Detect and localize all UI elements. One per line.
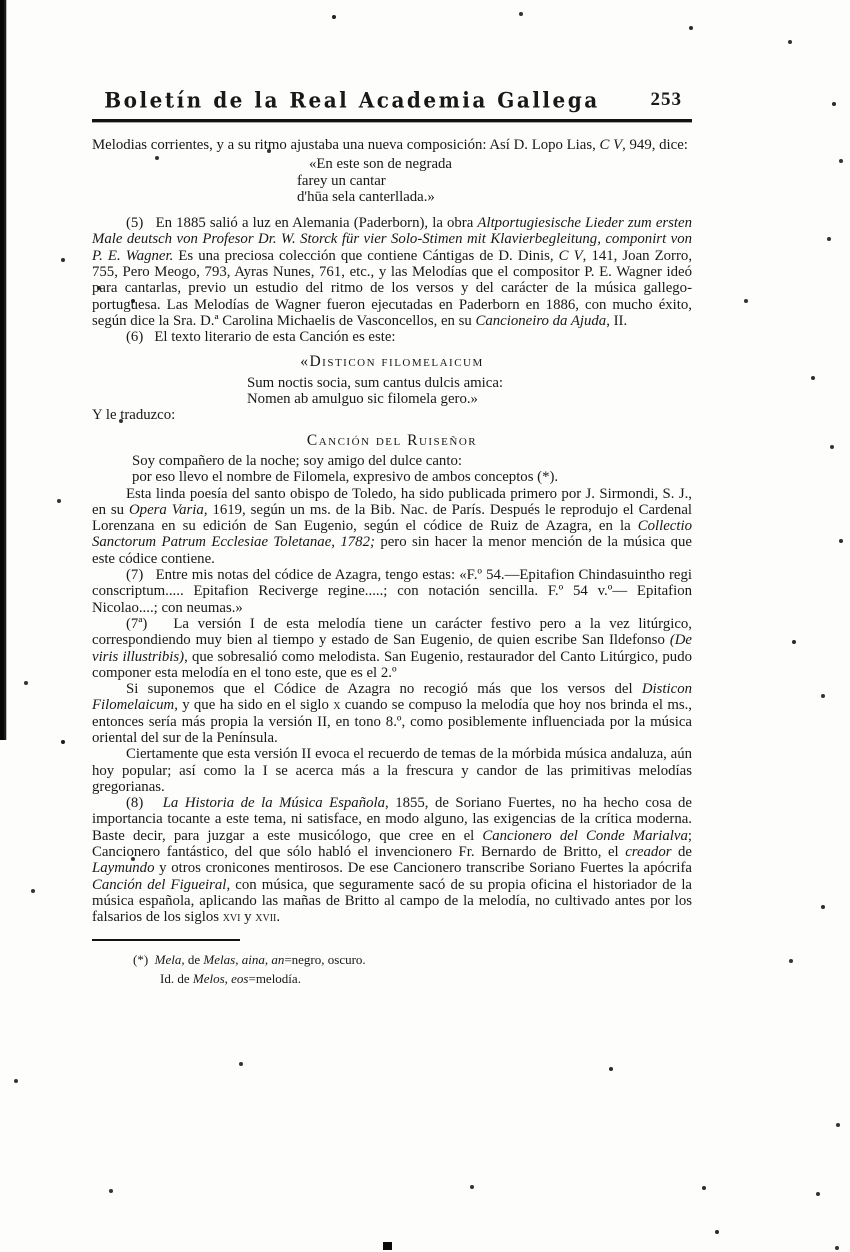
verse-line: por eso llevo el nombre de Filomela, expresivo de ambos conceptos (*). xyxy=(132,469,559,486)
footnote-paragraph-5: (5) En 1885 salió a luz en Alemania (Paderborn), la obra Altportugiesische Lieder zum ersten Male deutsch von Profesor Dr. W. Storck für vier Solo-Stimen mit Klavierbegleitung, componirt von P. E. Wagner. Es una preciosa colección que contiene Cántigas de D. Dinis, C V, 141, Joan Zorro, 755, Pero Meogo, 793, Ayras Nunes, 761, etc., y las Melodías que el compositor P. E. Wagner ideó para cantarlas, previo un estudio del ritmo de los versos y del carácter de la música gallego-portuguesa. Las Melodías de Wagner fueron ejecutadas en Paderborn en 1886, con mucho éxito, según dice la Sra. D.ª Carolina Michaelis de Vasconcellos, en su Cancioneiro da Ajuda, II. xyxy=(92,215,693,329)
scan-noise-speckles xyxy=(0,0,2,2)
translation-couplet xyxy=(132,453,692,486)
footnote-rule xyxy=(92,939,240,941)
verse-line: Sum noctis socia, sum cantus dulcis amica: xyxy=(247,374,504,391)
scan-edge-artifact xyxy=(0,0,7,740)
verse-line: d'hūa sela canterllada.» xyxy=(297,189,435,206)
page-header xyxy=(92,88,692,117)
footnote-paragraph-8: (8) La Historia de la Música Española, 1855, de Soriano Fuertes, no ha hecho cosa de importancia tocante a este tema, ni satisface, en modo alguno, las exigencias de la crítica moderna. Baste decir, para juzgar a este musicólogo, que cree en el Cancionero del Conde Marialva; Cancionero fantástico, del que sólo habló el invencionero Fr. Bernardo de Britto, el creador de Laymundo y otros cronicones mentirosos. De ese Cancionero transcribe Soriano Fuertes la apócrifa Canción del Figueiral, con música, que seguramente sacó de su propia oficina el historiador de la música española, aplicando las mañas de Britto al campo de la melodía, no cultivado antes por los falsarios de los siglos xvi y xvii. xyxy=(92,795,692,926)
footnote-line-1: (*) Mela, de Melas, aina, an=negro, oscuro. xyxy=(133,951,366,967)
body-text xyxy=(92,137,692,988)
journal-title: Boletín de la Real Academia Gallega xyxy=(104,87,600,113)
footnote-paragraph-6: (6) El texto literario de esta Canción es este: xyxy=(126,329,396,346)
verse-line: Soy compañero de la noche; soy amigo del dulce canto: xyxy=(132,452,462,469)
latin-couplet xyxy=(247,375,692,408)
text-column xyxy=(92,88,692,988)
verse-line: Nomen ab amulguo sic filomela gero.» xyxy=(247,391,478,408)
paragraph-intro: Melodias corrientes, y a su ritmo ajustaba una nueva composición: Así D. Lopo Lias, C V, 949, dice: xyxy=(92,137,688,153)
paragraph-si-suponemos: Si suponemos que el Códice de Azagra no recogió más que los versos del Disticon Filomelaicum, y que ha sido en el siglo x cuando se compuso la melodía que hoy nos brinda el ms., entonces sería más propia la versión II, en tono 8.º, como posiblemente influenciada por la música oriental del sur de la Península. xyxy=(92,681,692,746)
verse-negrada xyxy=(297,156,692,206)
paragraph-ciertamente: Ciertamente que esta versión II evoca el recuerdo de temas de la mórbida música andaluza, aún hoy popular; así como la I se acerca más a la frescura y candor de las primitivas melodías gregorianas. xyxy=(92,746,692,795)
header-rule xyxy=(92,119,692,122)
footnotes xyxy=(92,950,692,988)
footnote-line-2: Id. de Melos, eos=melodía. xyxy=(160,970,301,986)
disticon-heading: «Disticon filomelaicum xyxy=(300,353,484,371)
page-number: 253 xyxy=(650,89,682,110)
bottom-ink-mark xyxy=(383,1242,392,1250)
footnote-paragraph-7: (7) Entre mis notas del códice de Azagra, tengo estas: «F.º 54.—Epitafion Chindasuintho regi conscriptum..... Epitafion Reciverge regine.....; con notación sencilla. F.º 54 v.º— Epitafion Nicolao....; con neumas.» xyxy=(92,567,692,616)
verse-line: «En este son de negrada xyxy=(309,156,452,173)
footnote-paragraph-7a: (7ª) La versión I de esta melodía tiene un carácter festivo pero a la vez litúrgico, correspondiendo muy bien al tiempo y estado de San Eugenio, de quien escribe San Ildefonso (De viris illustribis), que sobresalió como melodista. San Eugenio, restaurador del Canto Litúrgico, pudo componer esta melodía en el tono este, que es el 2.º xyxy=(92,615,693,681)
verse-line: farey un cantar xyxy=(297,172,386,189)
traduzco-line: Y le traduzco: xyxy=(92,407,176,424)
cancion-heading: Canción del Ruiseñor xyxy=(306,431,478,449)
paragraph-sirmondi: Esta linda poesía del santo obispo de Toledo, ha sido publicada primero por J. Sirmondi, S. J., en su Opera Varia, 1619, según un ms. de la Bib. Nac. de París. Después le reprodujo el Cardenal Lorenzana en su edición de San Eugenio, según el códice de Ruiz de Azagra, en la Collectio Sanctorum Patrum Ecclesiae Toletanae, 1782; pero sin hacer la menor mención de la música que este códice contiene. xyxy=(92,485,692,567)
